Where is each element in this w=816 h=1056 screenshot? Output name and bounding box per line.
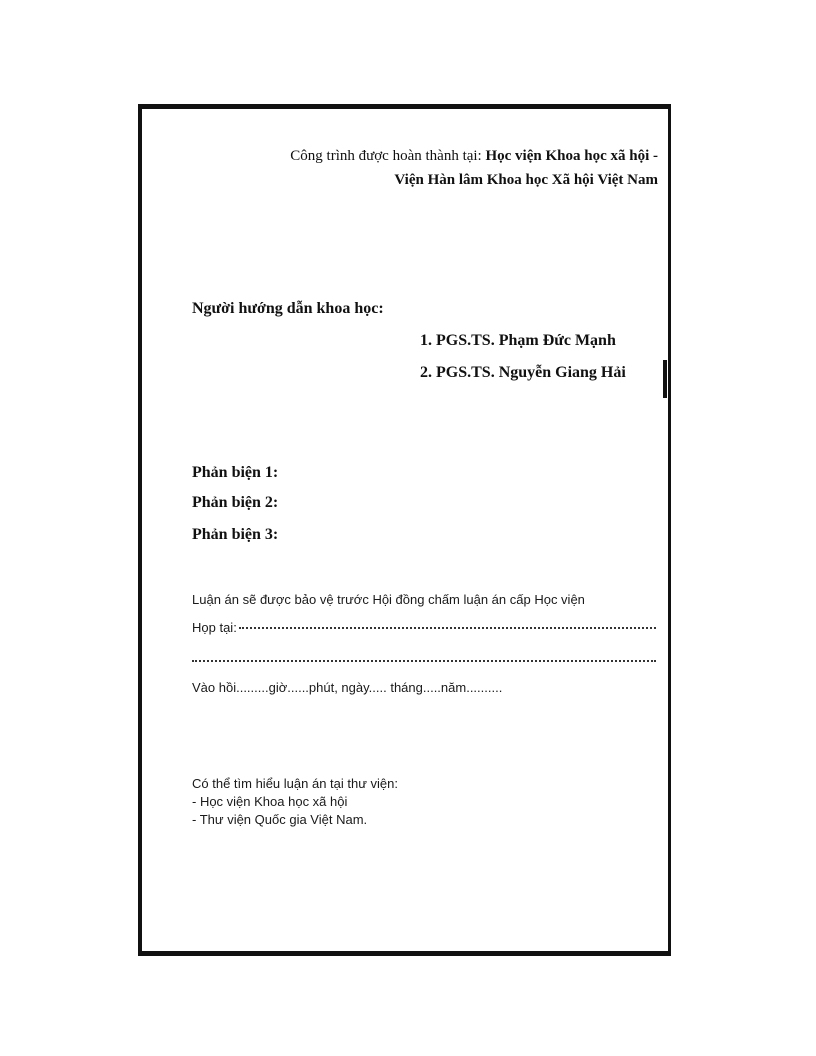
institution-name-part1: Học viện Khoa học xã hội - [485,148,658,164]
defense-time-line: Vào hồi.........giờ......phút, ngày..... tháng.....năm.......... [192,680,503,695]
border-mark [663,360,667,398]
reviewer-label: Phản biện 1: [192,464,279,481]
supervisor-heading: Người hướng dẫn khoa học: [192,300,384,317]
supervisor-item: 2. PGS.TS. Nguyễn Giang Hải [420,364,626,381]
institution-line-2: Viện Hàn lâm Khoa học Xã hội Việt Nam [394,172,658,188]
defense-statement: Luận án sẽ được bảo vệ trước Hội đồng chấm luận án cấp Học viện [192,592,585,607]
meeting-location-label: Họp tại: [192,620,237,635]
library-item: - Học viện Khoa học xã hội [192,794,348,809]
supervisor-item: 1. PGS.TS. Phạm Đức Mạnh [420,332,616,349]
institution-line-1 [290,148,658,165]
meeting-location-row [192,620,656,635]
library-item: - Thư viện Quốc gia Việt Nam. [192,812,368,827]
meeting-location-blank-line [192,660,656,662]
library-heading: Có thể tìm hiểu luận án tại thư viện: [192,776,398,791]
reviewer-label: Phản biện 2: [192,494,279,511]
meeting-location-blank [239,627,656,629]
reviewer-label: Phản biện 3: [192,526,279,543]
institution-lead-text: Công trình được hoàn thành tại: [290,148,482,164]
